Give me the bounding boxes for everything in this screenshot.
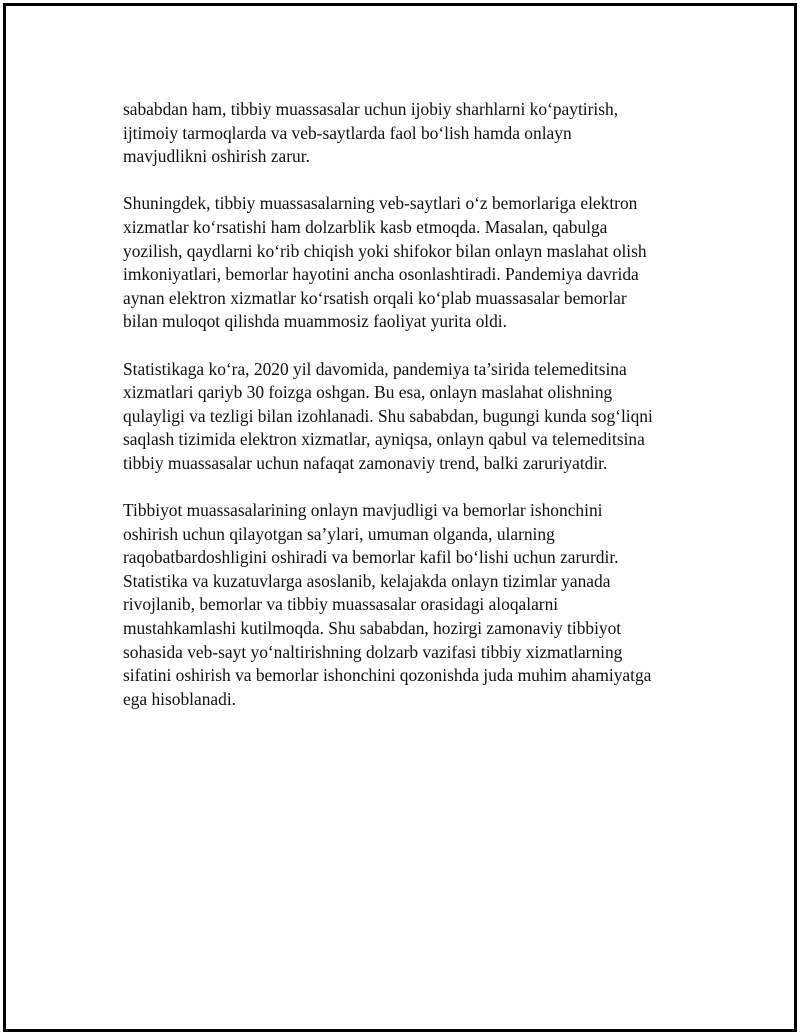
text-line: raqobatbardoshligini oshiradi va bemorlar kafil boʻlishi uchun zarurdir. bbox=[123, 547, 619, 568]
text-line: mavjudlikni oshirish zarur. bbox=[123, 146, 310, 167]
text-line: aynan elektron xizmatlar koʻrsatish orqali koʻplab muassasalar bemorlar bbox=[123, 287, 627, 308]
text-line: ijtimoiy tarmoqlarda va veb-saytlarda faol boʻlish hamda onlayn bbox=[123, 122, 572, 143]
text-line: rivojlanib, bemorlar va tibbiy muassasalar orasidagi aloqalarni bbox=[123, 594, 559, 615]
text-line: Shuningdek, tibbiy muassasalarning veb-saytlari oʻz bemorlariga elektron bbox=[123, 193, 638, 214]
text-line: saqlash tizimida elektron xizmatlar, ayniqsa, onlayn qabul va telemeditsina bbox=[123, 429, 645, 450]
paragraph-4 bbox=[123, 499, 703, 711]
text-line: sohasida veb-sayt yoʻnaltirishning dolzarb vazifasi tibbiy xizmatlarning bbox=[123, 641, 623, 662]
paragraph-2 bbox=[123, 192, 703, 334]
text-line: sababdan ham, tibbiy muassasalar uchun ijobiy sharhlarni koʻpaytirish, bbox=[123, 99, 619, 119]
text-line: oshirish uchun qilayotgan sa’ylari, umuman olganda, ularning bbox=[123, 523, 555, 544]
text-line: mustahkamlashi kutilmoqda. Shu sababdan, hozirgi zamonaviy tibbiyot bbox=[123, 618, 622, 639]
text-line: yozilish, qaydlarni koʻrib chiqish yoki shifokor bilan onlayn maslahat olish bbox=[123, 240, 647, 261]
text-line: qulayligi va tezligi bilan izohlanadi. Shu sababdan, bugungi kunda sogʻliqni bbox=[123, 405, 653, 426]
text-line: Statistika va kuzatuvlarga asoslanib, kelajakda onlayn tizimlar yanada bbox=[123, 570, 611, 591]
text-line: ega hisoblanadi. bbox=[123, 688, 237, 709]
text-line: xizmatlar koʻrsatishi ham dolzarblik kasb etmoqda. Masalan, qabulga bbox=[123, 216, 608, 237]
document-body bbox=[123, 98, 703, 735]
text-line: xizmatlari qariyb 30 foizga oshgan. Bu esa, onlayn maslahat olishning bbox=[123, 382, 613, 403]
paragraph-1 bbox=[123, 98, 703, 169]
text-line: Statistikaga koʻra, 2020 yil davomida, pandemiya ta’sirida telemeditsina bbox=[123, 358, 627, 379]
paragraph-3 bbox=[123, 358, 703, 476]
text-line: bilan muloqot qilishda muammosiz faoliyat yurita oldi. bbox=[123, 311, 507, 332]
text-line: sifatini oshirish va bemorlar ishonchini qozonishda juda muhim ahamiyatga bbox=[123, 665, 652, 686]
text-line: Tibbiyot muassasalarining onlayn mavjudligi va bemorlar ishonchini bbox=[123, 500, 603, 521]
text-line: imkoniyatlari, bemorlar hayotini ancha osonlashtiradi. Pandemiya davrida bbox=[123, 264, 639, 285]
text-line: tibbiy muassasalar uchun nafaqat zamonaviy trend, balki zaruriyatdir. bbox=[123, 452, 608, 473]
page-frame bbox=[3, 3, 797, 1032]
